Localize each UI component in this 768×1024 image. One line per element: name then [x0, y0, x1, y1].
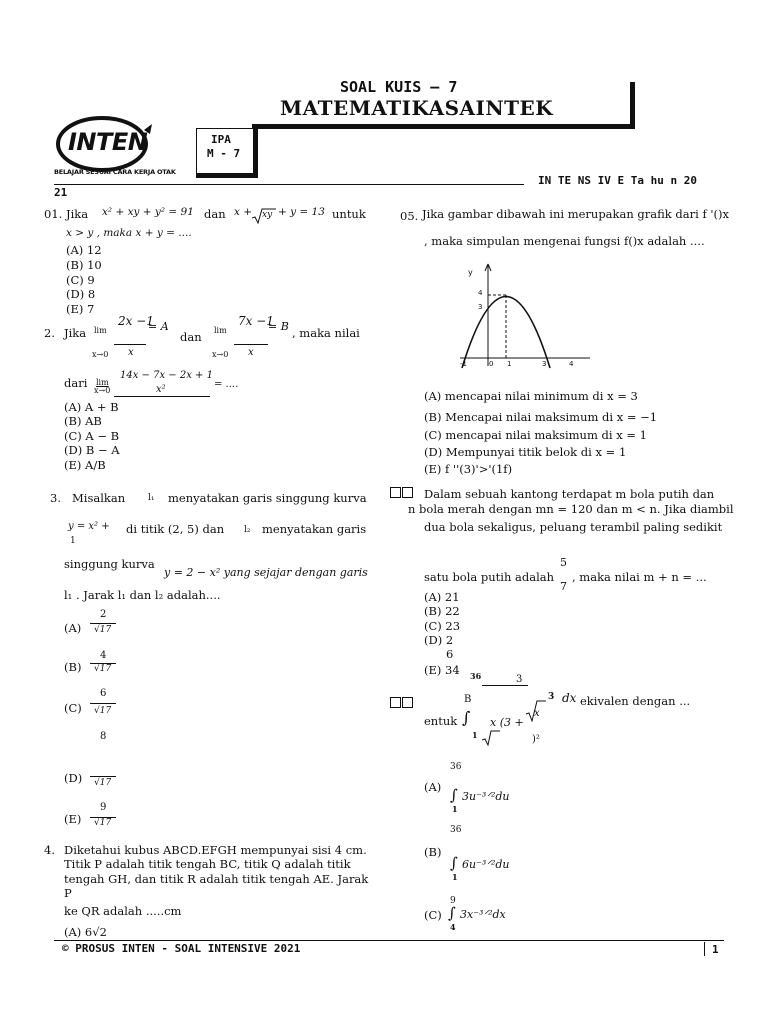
q2-option-a: (A) A + B	[64, 400, 119, 414]
q7-entuk: entuk	[424, 714, 458, 728]
q3-option-c-num: 6	[100, 688, 107, 699]
program-right: IN TE NS IV E Ta hu n 20	[538, 174, 697, 187]
subject-title: MATEMATIKASAINTEK	[280, 96, 554, 120]
graph-x-tick-4: 4	[569, 360, 574, 368]
q7-option-c-expr: 3x⁻³ᐟ²dx	[460, 908, 506, 921]
q1-equation-2b: + y = 13	[278, 206, 325, 218]
q5-option-d: (D) Mempunyai titik belok di x = 1	[424, 445, 627, 459]
graph-y-tick-3: 3	[478, 303, 483, 311]
q3-singgung: singgung kurva	[64, 557, 155, 571]
q7-option-a-upper: 36	[450, 762, 462, 772]
q7-missing-glyph-1	[390, 697, 401, 708]
q3-option-d-label: (D)	[64, 771, 83, 785]
q7-missing-glyph-2	[402, 697, 413, 708]
q4-line-3: tengah GH, dan titik R adalah titik tengah AE. Jarak	[64, 872, 369, 886]
q6-line-1: Dalam sebuah kantong terdapat m bola putih dan	[424, 487, 715, 501]
q1-option-a: (A) 12	[66, 243, 102, 257]
q5-derivative-graph	[454, 262, 594, 372]
q2-lim-1: lim	[94, 326, 107, 335]
q2-frac-bar-1	[114, 344, 146, 345]
q3-option-a-bar	[90, 623, 116, 624]
q6-option-b: (B) 22	[424, 604, 460, 618]
q3-option-d-num: 8	[100, 731, 107, 742]
q4-number: 4.	[44, 843, 55, 857]
q7-top-3: 3	[516, 674, 523, 685]
q2-lim-3-sub: x→0	[94, 386, 111, 395]
q3-number: 3.	[50, 491, 61, 505]
program-left: 21	[54, 186, 68, 199]
q2-jika: Jika	[64, 326, 87, 340]
q6-frac-den: 7	[560, 580, 567, 593]
q7-option-b-expr: 6u⁻³ᐟ²du	[462, 858, 510, 871]
q6-option-c: (C) 23	[424, 619, 461, 633]
q7-lower-limit: 1	[472, 730, 478, 740]
q3-option-b-den: √17	[94, 664, 112, 674]
q1-dan: dan	[204, 207, 226, 221]
q2-denominator-1: x	[128, 347, 134, 358]
q2-frac-bar-3	[114, 396, 210, 397]
q3-l1-symbol: l₁	[148, 493, 155, 503]
q2-eq-3: = ....	[214, 379, 239, 390]
q7-ekivalen: ekivalen dengan ...	[580, 694, 691, 708]
q6-option-a: (A) 21	[424, 590, 460, 604]
q1-option-c: (C) 9	[66, 273, 95, 287]
q2-eq-b: = B	[268, 320, 289, 333]
q2-option-e: (E) A/B	[64, 458, 106, 472]
quiz-title: SOAL KUIS – 7	[340, 78, 458, 96]
q3-option-c-den-value: 17	[99, 706, 112, 716]
graph-y-label: y	[468, 268, 473, 277]
q4-line-4: P	[64, 886, 72, 900]
q1-option-b: (B) 10	[66, 258, 102, 272]
q3-option-e-label: (E)	[64, 812, 82, 826]
q7-upper-limit: 36	[470, 671, 482, 681]
q1-equation-1: x² + xy + y² = 91	[102, 206, 194, 218]
q2-eq-a: = A	[148, 320, 169, 333]
q2-denominator-3: x²	[156, 384, 166, 395]
q2-lim-3: lim	[96, 378, 109, 387]
graph-x-tick-1: 1	[507, 360, 512, 368]
logo-text: INTEN	[68, 128, 148, 156]
q3-line1-rest: menyatakan garis singgung kurva	[168, 491, 367, 505]
q4-line-1: Diketahui kubus ABCD.EFGH mempunyai sisi 4 cm.	[64, 843, 367, 857]
q7-integrand: x (3 +	[490, 716, 524, 729]
q3-option-a-num: 2	[100, 609, 107, 620]
q7-b-label: B	[464, 694, 472, 705]
q3-option-d-bar	[90, 776, 116, 777]
q6-line-3: dua bola sekaligus, peluang terambil paling sedikit	[424, 520, 723, 534]
q5-option-b: (B) Mencapai nilai maksimum di x = −1	[424, 410, 658, 424]
q1-option-d: (D) 8	[66, 287, 96, 301]
q6-line-4a: satu bola putih adalah	[424, 570, 555, 584]
footer-text: © PROSUS INTEN - SOAL INTENSIVE 2021	[62, 942, 301, 955]
q7-option-a-label: (A)	[424, 780, 442, 794]
q5-number: 05.	[400, 209, 419, 223]
q5-line-2: , maka simpulan mengenai fungsi f()x adalah ....	[424, 234, 705, 248]
q7-option-a-lower: 1	[452, 804, 458, 814]
q2-numerator-1: 2x −1	[118, 314, 154, 328]
q3-option-b-den-value: 17	[99, 664, 112, 674]
q6-option-e: (E) 34	[424, 663, 460, 677]
q6-missing-glyph-1	[390, 487, 401, 498]
q3-option-c-den: √17	[94, 706, 112, 716]
q7-small-radical	[482, 730, 500, 746]
q2-dan: dan	[180, 330, 202, 344]
q2-dari: dari	[64, 376, 88, 390]
title-bracket-vertical	[630, 82, 635, 128]
q7-option-c-lower: 4	[450, 922, 456, 932]
q4-line-2: Titik P adalah titik tengah BC, titik Q adalah titik	[64, 857, 351, 871]
q2-lim-2: lim	[214, 326, 227, 335]
q3-option-c-bar	[90, 703, 116, 704]
q2-lim-1-sub: x→0	[92, 350, 109, 359]
q3-option-d-den: √17	[94, 778, 112, 788]
q7-option-b-lower: 1	[452, 872, 458, 882]
q7-option-c-upper: 9	[450, 896, 456, 906]
graph-y-tick-4: 4	[478, 289, 483, 297]
q1-text: Jika	[66, 207, 89, 221]
q7-dx: dx	[562, 691, 577, 705]
q1-line2: x > y , maka x + y = ....	[66, 227, 192, 239]
q6-line-4b: , maka nilai m + n = ...	[572, 570, 707, 584]
q3-option-b-label: (B)	[64, 660, 82, 674]
footer-rule	[54, 940, 724, 941]
q2-option-d: (D) B − A	[64, 443, 120, 457]
q7-cbrt-index: 3	[548, 692, 555, 702]
q2-numerator-3: 14x − 7x − 2x + 1	[120, 370, 213, 381]
q3-option-b-num: 4	[100, 650, 107, 661]
q7-option-a-integral: ∫	[450, 786, 458, 804]
q6-missing-glyph-2	[402, 487, 413, 498]
q5-line-1: Jika gambar dibawah ini merupakan grafik dari f '()x	[422, 207, 730, 221]
q7-option-c-integral: ∫	[448, 904, 456, 922]
q6-option-d-cont: 6	[446, 647, 454, 661]
footer-page-divider	[704, 942, 705, 956]
q3-misalkan: Misalkan	[72, 491, 126, 505]
q2-option-c: (C) A − B	[64, 429, 120, 443]
q6-line-2: n bola merah dengan mn = 120 dan m < n. Jika diambil	[408, 502, 734, 516]
q2-numerator-2: 7x −1	[238, 314, 274, 328]
q3-option-e-num: 9	[100, 802, 107, 813]
q3-option-a-den: √17	[94, 625, 112, 635]
q3-option-a-label: (A)	[64, 621, 82, 635]
q3-line2: di titik (2, 5) dan	[126, 522, 225, 536]
q7-option-c-label: (C)	[424, 908, 442, 922]
q7-option-a-expr: 3u⁻³ᐟ²du	[462, 790, 510, 803]
q7-option-b-label: (B)	[424, 845, 442, 859]
q6-frac-num: 5	[560, 556, 567, 569]
q3-curve-1-sub: 1	[70, 536, 76, 546]
q1-number: 01.	[44, 207, 63, 221]
q7-power-2: )²	[532, 734, 540, 745]
q3-option-c-label: (C)	[64, 701, 82, 715]
q7-top-bar	[482, 685, 528, 686]
q1-sqrt-content: xy	[262, 210, 273, 220]
box-line2: M - 7	[207, 147, 241, 160]
q3-curve-2: y = 2 − x² yang sejajar dengan garis	[164, 566, 368, 579]
q7-option-b-upper: 36	[450, 825, 462, 835]
q1-equation-2a: x +	[234, 206, 253, 218]
q4-line-5: ke QR adalah .....cm	[64, 904, 182, 918]
box-line1: IPA	[211, 133, 231, 146]
q4-option-a: (A) 6√2	[64, 925, 107, 939]
q5-option-a: (A) mencapai nilai minimum di x = 3	[424, 389, 638, 403]
q3-curve-1: y = x² +	[68, 521, 110, 532]
q1-untuk: untuk	[332, 207, 366, 221]
q2-lim-2-sub: x→0	[212, 350, 229, 359]
q5-option-c: (C) mencapai nilai maksimum di x = 1	[424, 428, 647, 442]
q2-denominator-2: x	[248, 347, 254, 358]
q2-maka: , maka nilai	[292, 326, 360, 340]
q2-option-b: (B) AB	[64, 414, 102, 428]
program-box	[196, 128, 258, 178]
graph-x-tick-3: 3	[542, 360, 547, 368]
header-rule	[54, 184, 524, 185]
q3-l2-symbol: l₂	[244, 525, 251, 535]
graph-x-tick-neg1: -1	[460, 360, 467, 368]
q3-option-a-den-value: 17	[99, 625, 112, 635]
q2-frac-bar-2	[234, 344, 268, 345]
q5-option-e: (E) f ''(3)'>'(1f)	[424, 462, 513, 476]
q3-option-e-den-value: 17	[99, 818, 112, 828]
q3-option-d-den-value: 17	[99, 778, 112, 788]
q7-option-b-integral: ∫	[450, 854, 458, 872]
q6-option-d: (D) 2	[424, 633, 454, 647]
q3-line4: l₁ . Jarak l₁ dan l₂ adalah....	[64, 588, 221, 602]
q2-number: 2.	[44, 326, 55, 340]
q3-option-e-den: √17	[94, 818, 112, 828]
page-number: 1	[712, 943, 719, 956]
graph-x-tick-0: 0	[489, 360, 494, 368]
logo-tagline: BELAJAR SESUAI CARA KERJA OTAK	[54, 168, 176, 176]
q7-integral-sign: ∫	[462, 708, 471, 727]
title-bracket-horizontal	[252, 124, 635, 129]
q7-sqrt-x: x	[534, 708, 540, 719]
q3-line2-rest: menyatakan garis	[262, 522, 367, 536]
q1-option-e: (E) 7	[66, 302, 95, 316]
